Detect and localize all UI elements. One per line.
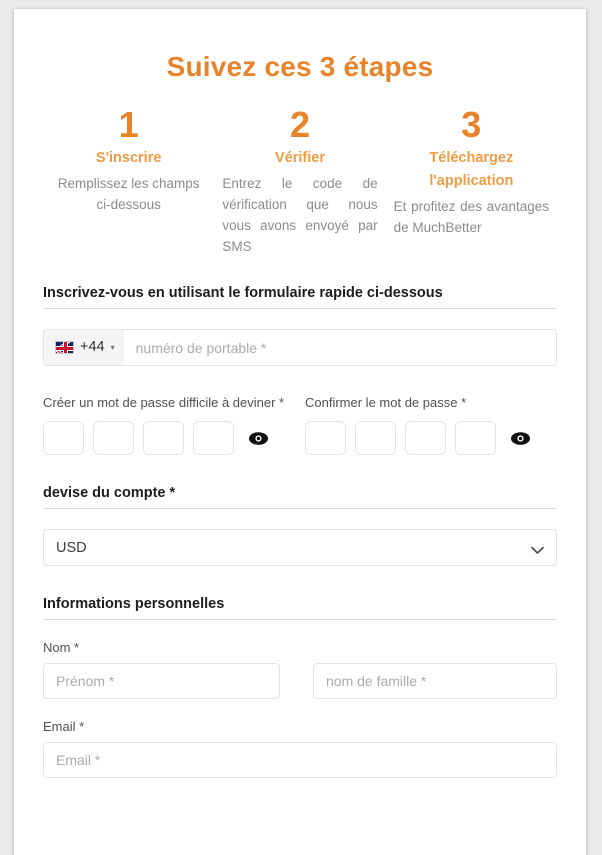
create-pin-digit-4[interactable] [193, 421, 234, 455]
step-3-name: Téléchargez l'application [429, 150, 514, 189]
uk-flag-icon [55, 341, 74, 354]
step-3-description: Et profitez des avantages de MuchBetter [393, 199, 549, 235]
step-1-number: 1 [118, 104, 139, 145]
create-password-eye-icon[interactable] [248, 428, 268, 448]
step-1-name: S'inscrire [95, 150, 162, 166]
create-pin-digit-3[interactable] [143, 421, 184, 455]
email-input-row [43, 742, 557, 778]
step-2-name: Vérifier [275, 150, 325, 166]
create-password-pin-group [43, 421, 305, 455]
phone-field-row [43, 329, 557, 366]
confirm-password-label: Confirmer le mot de passe * [305, 395, 467, 410]
confirm-pin-digit-1[interactable] [305, 421, 346, 455]
dial-code-label: +44 [80, 339, 105, 355]
create-pin-digit-2[interactable] [93, 421, 134, 455]
currency-section-heading: devise du compte * [43, 485, 557, 509]
signup-section-heading: Inscrivez-vous en utilisant le formulaire rapide ci-dessous [43, 285, 557, 309]
email-label: Email * [43, 719, 85, 734]
step-1-description: Remplissez les champs ci-dessous [57, 176, 200, 212]
step-2 [214, 105, 385, 257]
mobile-number-input[interactable] [124, 330, 556, 365]
create-password-label: Créer un mot de passe difficile à deviner * [43, 395, 285, 410]
confirm-pin-digit-2[interactable] [355, 421, 396, 455]
step-1 [43, 105, 214, 257]
name-label: Nom * [43, 640, 80, 655]
confirm-pin-digit-4[interactable] [455, 421, 496, 455]
personal-info-heading: Informations personnelles [43, 596, 557, 620]
country-code-selector[interactable] [44, 330, 124, 365]
registration-card [14, 9, 586, 855]
step-2-description: Entrez le code de vérification que nous vous avons envoyé par SMS [222, 176, 378, 254]
steps-row [43, 105, 557, 257]
confirm-password-pin-group [305, 421, 530, 455]
currency-select[interactable] [43, 529, 557, 566]
step-3-number: 3 [461, 104, 482, 145]
password-labels-row [43, 394, 557, 412]
create-pin-digit-1[interactable] [43, 421, 84, 455]
step-3 [386, 105, 557, 257]
step-2-number: 2 [289, 104, 310, 145]
name-inputs-row [43, 663, 557, 699]
email-input[interactable] [43, 742, 557, 778]
currency-select-wrap [43, 529, 557, 566]
phone-input-group[interactable] [43, 329, 557, 366]
chevron-down-icon: ▾ [110, 343, 115, 352]
confirm-pin-digit-3[interactable] [405, 421, 446, 455]
last-name-input[interactable] [313, 663, 557, 699]
password-inputs-row [43, 421, 557, 455]
confirm-password-eye-icon[interactable] [510, 428, 530, 448]
steps-title: Suivez ces 3 étapes [166, 51, 434, 82]
first-name-input[interactable] [43, 663, 280, 699]
